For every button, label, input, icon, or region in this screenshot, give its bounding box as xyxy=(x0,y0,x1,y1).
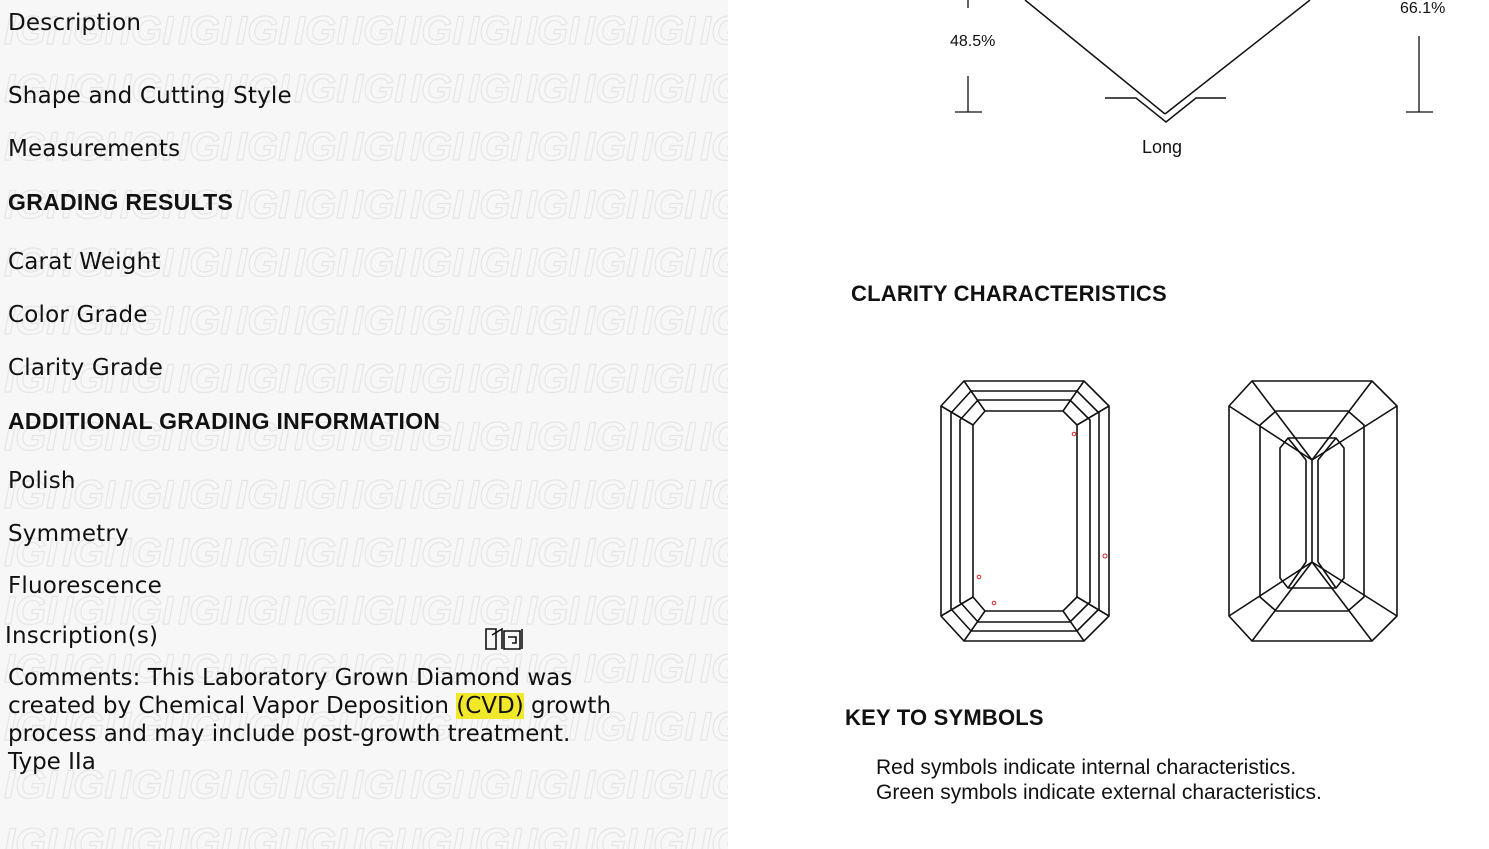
comments-line1: Comments: This Laboratory Grown Diamond was xyxy=(8,665,573,691)
crown-plot-diagram xyxy=(938,378,1114,644)
culet-label: Long xyxy=(1142,137,1183,157)
comments-line4: Type IIa xyxy=(8,749,96,775)
comments-line3: process and may include post-growth treatment. xyxy=(8,721,571,747)
key-red-line: Red symbols indicate internal characteristics. xyxy=(876,756,1297,779)
inclusion-mark xyxy=(1103,554,1107,558)
comments-block xyxy=(8,664,708,776)
description-label: Description xyxy=(8,10,142,36)
pavilion-depth-label: 48.5% xyxy=(950,33,996,50)
carat-weight-label: Carat Weight xyxy=(8,249,161,275)
shape-label: Shape and Cutting Style xyxy=(8,83,292,109)
clarity-characteristics-heading: CLARITY CHARACTERISTICS xyxy=(851,281,1167,306)
measurements-label: Measurements xyxy=(8,136,181,162)
symmetry-label: Symmetry xyxy=(8,521,129,547)
color-grade-label: Color Grade xyxy=(8,302,148,328)
cvd-highlight: (CVD) xyxy=(456,693,524,719)
inclusion-mark xyxy=(992,601,996,605)
grading-results-heading: GRADING RESULTS xyxy=(8,189,234,215)
comments-line2-start: created by Chemical Vapor Deposition xyxy=(8,693,457,719)
igi-logo-icon xyxy=(484,625,526,651)
comments-line2-end: growth xyxy=(523,693,612,719)
total-depth-label: 66.1% xyxy=(1400,0,1446,17)
clarity-grade-label: Clarity Grade xyxy=(8,355,164,381)
fluorescence-label: Fluorescence xyxy=(8,573,162,599)
inscription-label: Inscription(s) xyxy=(5,623,159,649)
inclusion-mark xyxy=(977,575,981,579)
proportions-diagram xyxy=(930,0,1470,170)
polish-label: Polish xyxy=(8,468,76,494)
key-to-symbols-heading: KEY TO SYMBOLS xyxy=(845,705,1044,730)
pavilion-plot-diagram xyxy=(1226,378,1402,644)
comments-line2 xyxy=(8,692,708,720)
additional-grading-heading: ADDITIONAL GRADING INFORMATION xyxy=(8,408,441,434)
report-details-panel xyxy=(0,0,728,849)
inclusion-mark xyxy=(1072,432,1076,436)
key-green-line: Green symbols indicate external characteristics. xyxy=(876,781,1322,804)
key-to-symbols-text xyxy=(876,755,1322,805)
